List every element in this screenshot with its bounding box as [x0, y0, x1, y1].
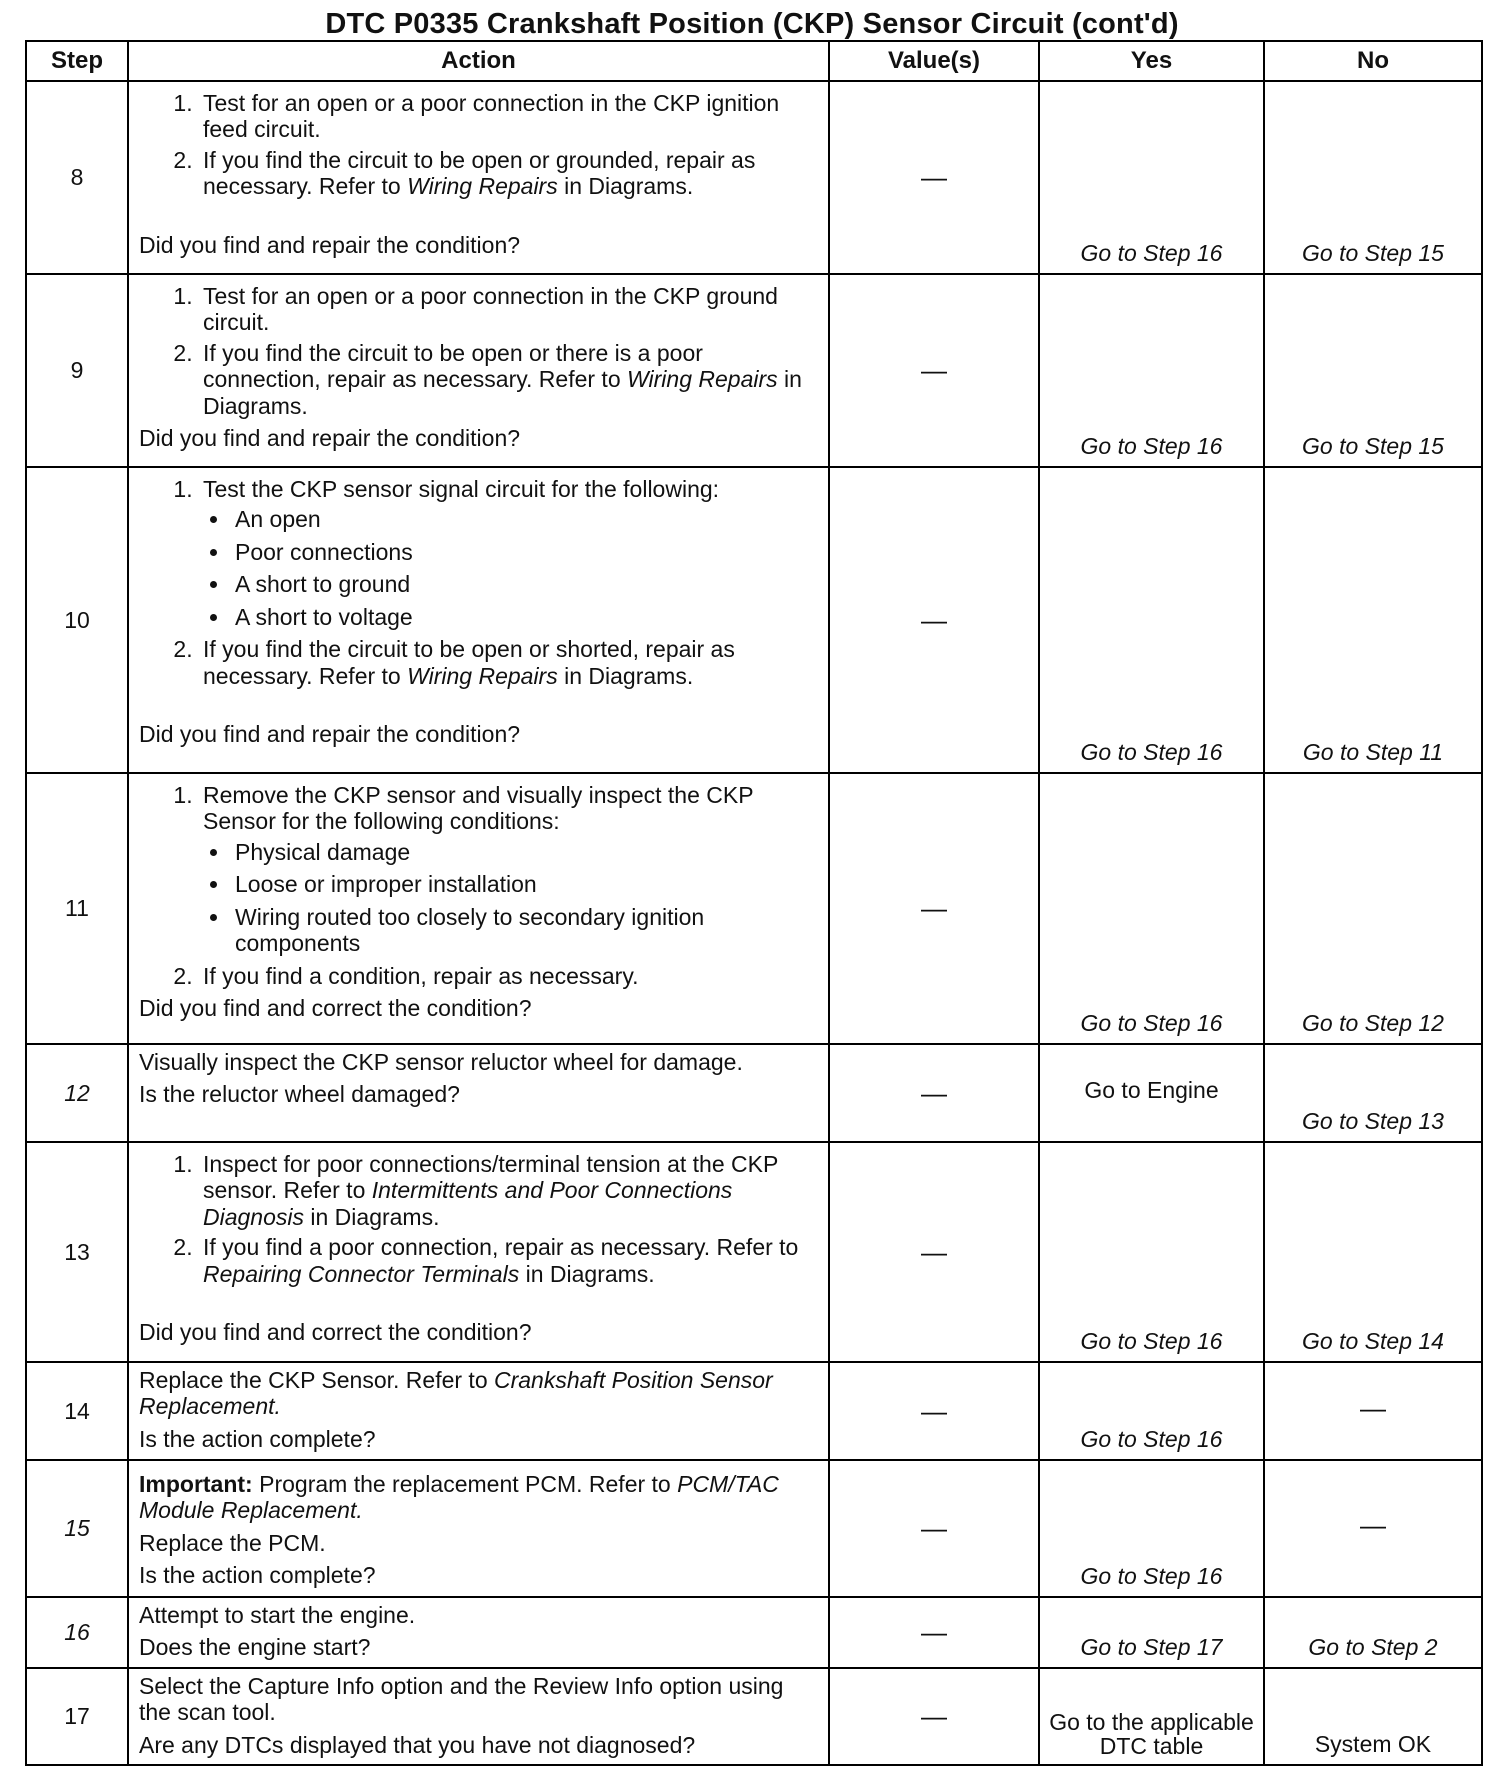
action-item: 2. If you find the circuit to be open or there is a poor connection, repair as necessary. Refer to Wiring Repairs in Diagrams.: [199, 340, 820, 419]
header-action: Action: [128, 41, 829, 81]
value-cell: —: [829, 1362, 1039, 1460]
question: Did you find and repair the condition?: [139, 231, 521, 258]
table-row: [26, 773, 1482, 1044]
yes-cell: Go to Step 16: [1039, 274, 1264, 467]
action-item: 1. Test the CKP sensor signal circuit for the following: • An open • Poor connections • A short to ground • A short to voltage: [199, 476, 820, 630]
header-no: No: [1264, 41, 1482, 81]
table-row: [26, 1597, 1482, 1668]
action-item: 2. If you find a poor connection, repair as necessary. Refer to Repairing Connector Terminals in Diagrams.: [199, 1234, 820, 1287]
question: Did you find and repair the condition?: [139, 721, 521, 748]
value-cell: —: [829, 81, 1039, 274]
question: Did you find and correct the condition?: [139, 995, 532, 1022]
no-cell: —: [1264, 1362, 1482, 1460]
question: Is the reluctor wheel damaged?: [139, 1081, 460, 1108]
action-item: 2. If you find the circuit to be open or shorted, repair as necessary. Refer to Wiring Repairs in Diagrams.: [199, 636, 820, 689]
table-row: [26, 1044, 1482, 1142]
yes-cell: Go to Engine: [1039, 1044, 1264, 1142]
no-cell: Go to Step 2: [1264, 1597, 1482, 1668]
table-row: [26, 467, 1482, 773]
bullet-item: • An open: [231, 506, 820, 532]
action-cell: [128, 1668, 829, 1765]
action-cell: [128, 274, 829, 467]
table-row: [26, 1668, 1482, 1765]
value-cell: —: [829, 467, 1039, 773]
action-text: Attempt to start the engine.: [139, 1602, 416, 1628]
yes-cell: Go to Step 16: [1039, 1362, 1264, 1460]
value-cell: —: [829, 1460, 1039, 1597]
important-note: Important: Program the replacement PCM. Refer to PCM/TAC Module Replacement.: [139, 1471, 779, 1524]
table-row: [26, 274, 1482, 467]
bullet-item: • A short to voltage: [231, 604, 820, 630]
bullet-item: • Wiring routed too closely to secondary ignition components: [231, 904, 820, 957]
no-cell: Go to Step 15: [1264, 274, 1482, 467]
action-text: Replace the PCM.: [139, 1529, 326, 1556]
action-item: 1. Test for an open or a poor connection in the CKP ignition feed circuit.: [199, 90, 820, 143]
no-cell: Go to Step 12: [1264, 773, 1482, 1044]
step-number: 14: [26, 1362, 128, 1460]
step-number: 10: [26, 467, 128, 773]
header-yes: Yes: [1039, 41, 1264, 81]
no-cell: Go to Step 15: [1264, 81, 1482, 274]
bullet-item: • Poor connections: [231, 539, 820, 565]
action-cell: [128, 1597, 829, 1668]
bullet-item: • A short to ground: [231, 571, 820, 597]
table-row: [26, 1460, 1482, 1597]
bullet-item: • Physical damage: [231, 839, 820, 865]
question: Did you find and correct the condition?: [139, 1319, 532, 1346]
value-cell: —: [829, 1597, 1039, 1668]
yes-cell: Go to Step 17: [1039, 1597, 1264, 1668]
yes-cell: Go to Step 16: [1039, 773, 1264, 1044]
no-cell: Go to Step 11: [1264, 467, 1482, 773]
action-item: 1. Test for an open or a poor connection in the CKP ground circuit.: [199, 283, 820, 336]
action-cell: [128, 1362, 829, 1460]
yes-cell: Go to Step 16: [1039, 81, 1264, 274]
action-item: 1. Inspect for poor connections/terminal tension at the CKP sensor. Refer to Intermittents and Poor Connections Diagnosis in Diagrams.: [199, 1151, 820, 1230]
action-text: Visually inspect the CKP sensor reluctor wheel for damage.: [139, 1049, 743, 1075]
value-cell: —: [829, 1142, 1039, 1362]
step-number: 16: [26, 1597, 128, 1668]
step-number: 17: [26, 1668, 128, 1765]
no-cell: Go to Step 13: [1264, 1044, 1482, 1142]
question: Is the action complete?: [139, 1562, 376, 1589]
yes-cell: Go to the applicable DTC table: [1039, 1668, 1264, 1765]
step-number: 11: [26, 773, 128, 1044]
table-row: [26, 1142, 1482, 1362]
action-item: 2. If you find a condition, repair as necessary.: [199, 963, 820, 989]
step-number: 13: [26, 1142, 128, 1362]
action-text: Replace the CKP Sensor. Refer to Crankshaft Position Sensor Replacement.: [139, 1367, 773, 1420]
table-row: [26, 1362, 1482, 1460]
value-cell: —: [829, 1044, 1039, 1142]
action-cell: [128, 1044, 829, 1142]
question: Are any DTCs displayed that you have not diagnosed?: [139, 1731, 696, 1758]
yes-cell: Go to Step 16: [1039, 467, 1264, 773]
bullet-item: • Loose or improper installation: [231, 871, 820, 897]
value-cell: —: [829, 274, 1039, 467]
diagnostic-table: [25, 40, 1483, 1766]
action-cell: [128, 467, 829, 773]
header-row: [26, 41, 1482, 81]
value-cell: —: [829, 773, 1039, 1044]
step-number: 15: [26, 1460, 128, 1597]
question: Is the action complete?: [139, 1425, 376, 1452]
header-values: Value(s): [829, 41, 1039, 81]
action-cell: [128, 1460, 829, 1597]
value-cell: —: [829, 1668, 1039, 1765]
header-step: Step: [26, 41, 128, 81]
no-cell: Go to Step 14: [1264, 1142, 1482, 1362]
page-title: DTC P0335 Crankshaft Position (CKP) Sensor Circuit (cont'd): [325, 8, 1179, 40]
no-cell: —: [1264, 1460, 1482, 1597]
action-item: 2. If you find the circuit to be open or grounded, repair as necessary. Refer to Wiring Repairs in Diagrams.: [199, 147, 820, 200]
action-text: Select the Capture Info option and the Review Info option using the scan tool.: [139, 1672, 784, 1726]
step-number: 12: [26, 1044, 128, 1142]
action-cell: [128, 81, 829, 274]
question: Did you find and repair the condition?: [139, 425, 521, 452]
step-number: 8: [26, 81, 128, 274]
action-cell: [128, 773, 829, 1044]
yes-cell: Go to Step 16: [1039, 1460, 1264, 1597]
question: Does the engine start?: [139, 1634, 371, 1661]
action-item: 1. Remove the CKP sensor and visually inspect the CKP Sensor for the following conditions: • Physical damage • Loose or improper installation • Wiring routed too closely to secondary ignition components: [199, 782, 820, 957]
no-cell: System OK: [1264, 1668, 1482, 1765]
step-number: 9: [26, 274, 128, 467]
action-cell: [128, 1142, 829, 1362]
yes-cell: Go to Step 16: [1039, 1142, 1264, 1362]
table-row: [26, 81, 1482, 274]
